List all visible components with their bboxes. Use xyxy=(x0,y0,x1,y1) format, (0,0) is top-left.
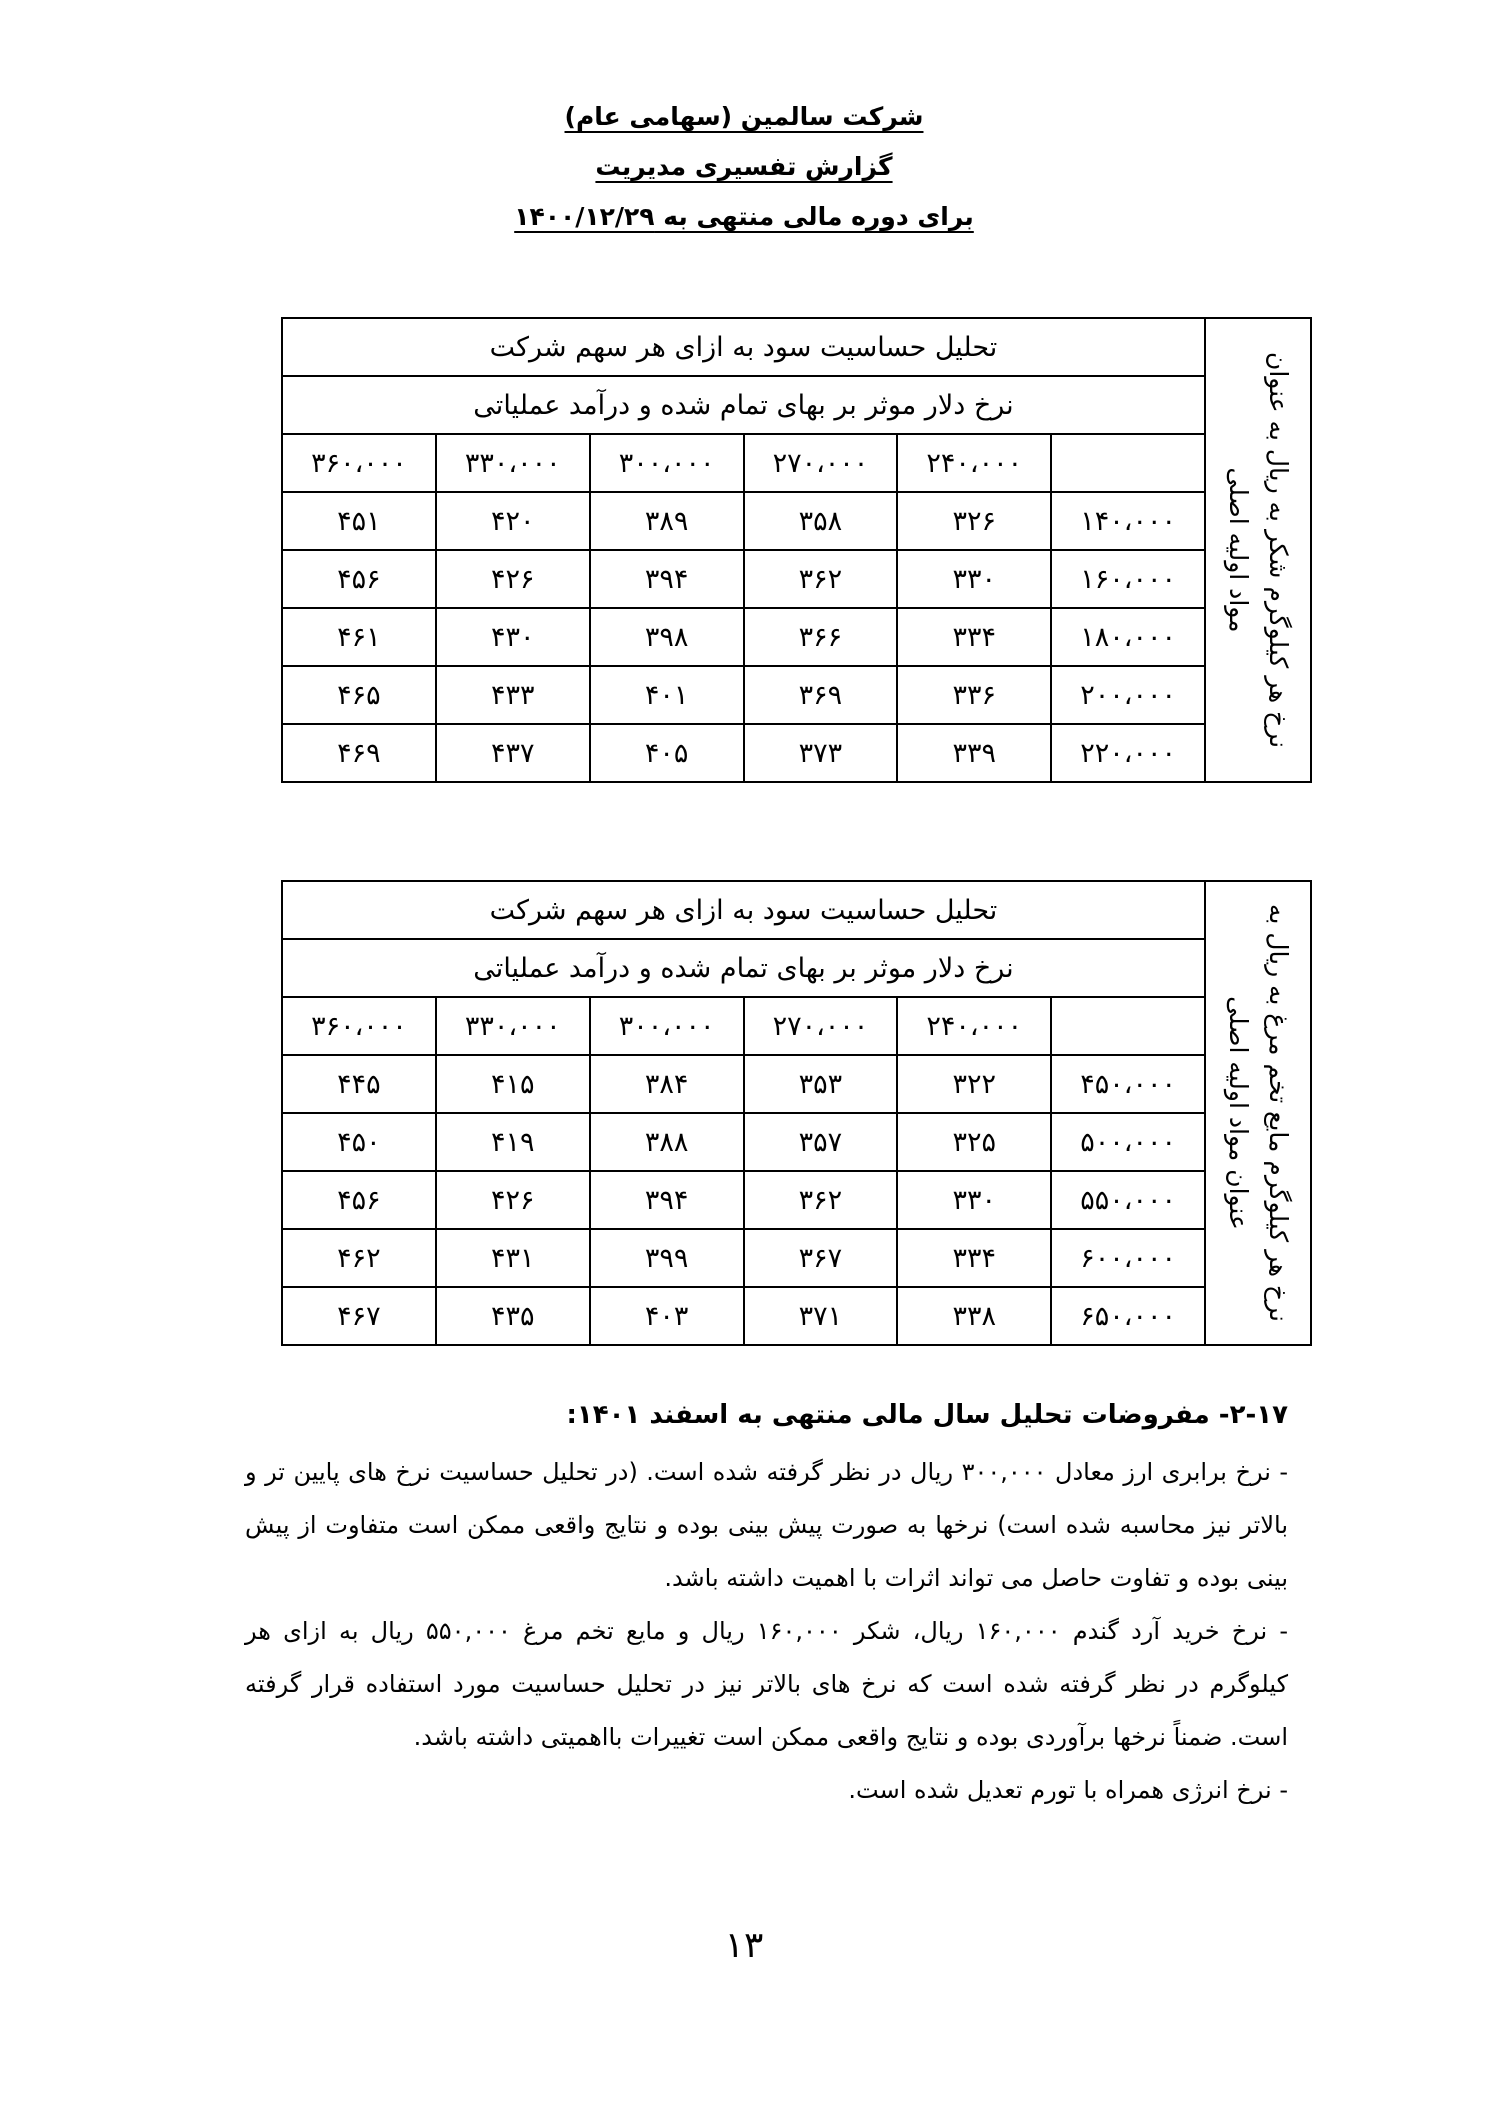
row-label: ۲۲۰،۰۰۰ xyxy=(1051,724,1205,782)
assumption-paragraph: - نرخ خرید آرد گندم ۱۶۰,۰۰۰ ریال، شکر ۱۶۰,۰۰۰ ریال و مایع تخم مرغ ۵۵۰,۰۰۰ ریال به ازای هر کیلوگرم در نظر گرفته شده است که نرخ های بالاتر نیز در تحلیل حساسیت مورد استفاده قرار گرفته است. ضمناً نرخها برآوردی بوده و نتایج واقعی ممکن است تغییرات بااهمیتی داشته باشد. xyxy=(245,1617,1288,1751)
table-cell: ۴۶۲ xyxy=(282,1229,436,1287)
row-label: ۶۰۰،۰۰۰ xyxy=(1051,1229,1205,1287)
table-cell: ۳۵۳ xyxy=(744,1055,898,1113)
table-cell: ۳۸۹ xyxy=(590,492,744,550)
company-name: شرکت سالمین (سهامی عام) xyxy=(564,102,924,131)
row-label: ۵۰۰،۰۰۰ xyxy=(1051,1113,1205,1171)
table-cell: ۴۲۶ xyxy=(436,1171,590,1229)
table-cell: ۳۹۸ xyxy=(590,608,744,666)
table-cell: ۳۳۰ xyxy=(897,1171,1051,1229)
table-cell: ۴۵۰ xyxy=(282,1113,436,1171)
table-side-label-cell xyxy=(1205,881,1311,1345)
table-cell: ۴۶۱ xyxy=(282,608,436,666)
table-cell: ۴۰۵ xyxy=(590,724,744,782)
column-header: ۳۶۰،۰۰۰ xyxy=(282,997,436,1055)
table-side-label-cell xyxy=(1205,318,1311,782)
table-cell: ۳۶۲ xyxy=(744,1171,898,1229)
table-cell: ۳۳۴ xyxy=(897,1229,1051,1287)
table-header-row xyxy=(282,434,1311,492)
row-label: ۱۴۰،۰۰۰ xyxy=(1051,492,1205,550)
row-label: ۱۸۰،۰۰۰ xyxy=(1051,608,1205,666)
row-label: ۴۵۰،۰۰۰ xyxy=(1051,1055,1205,1113)
row-label: ۲۰۰،۰۰۰ xyxy=(1051,666,1205,724)
report-period: برای دوره مالی منتهی به ۱۴۰۰/۱۲/۲۹ xyxy=(514,202,974,231)
table-cell: ۳۳۶ xyxy=(897,666,1051,724)
table-cell: ۳۶۷ xyxy=(744,1229,898,1287)
table-cell: ۳۲۲ xyxy=(897,1055,1051,1113)
table-cell: ۳۸۴ xyxy=(590,1055,744,1113)
table-cell: ۴۰۱ xyxy=(590,666,744,724)
table-cell: ۴۲۶ xyxy=(436,550,590,608)
table-cell: ۳۲۵ xyxy=(897,1113,1051,1171)
sensitivity-table-sugar xyxy=(281,317,1312,783)
column-header: ۲۷۰،۰۰۰ xyxy=(744,434,898,492)
table-side-label: نرخ هر کیلوگرم شکر به ریال به عنوان مواد اولیه اصلی xyxy=(1224,351,1293,749)
table-cell: ۴۰۳ xyxy=(590,1287,744,1345)
table-cell: ۴۱۹ xyxy=(436,1113,590,1171)
report-title: گزارش تفسیری مدیریت xyxy=(595,152,893,181)
table-side-label: نرخ هر کیلوگرم مایع تخم مرغ به ریال به عنوان مواد اولیه اصلی xyxy=(1224,904,1293,1322)
empty-corner-cell xyxy=(1051,997,1205,1055)
column-header: ۳۳۰،۰۰۰ xyxy=(436,434,590,492)
column-header: ۳۶۰،۰۰۰ xyxy=(282,434,436,492)
table-row xyxy=(282,1113,1311,1171)
table-cell: ۳۸۸ xyxy=(590,1113,744,1171)
table-row xyxy=(282,1171,1311,1229)
table-cell: ۴۳۳ xyxy=(436,666,590,724)
table-title: تحلیل حساسیت سود به ازای هر سهم شرکت xyxy=(282,881,1205,939)
table-cell: ۳۶۶ xyxy=(744,608,898,666)
table-cell: ۴۶۵ xyxy=(282,666,436,724)
table-row xyxy=(282,608,1311,666)
table-row xyxy=(282,724,1311,782)
table-cell: ۳۵۷ xyxy=(744,1113,898,1171)
table-cell: ۴۶۷ xyxy=(282,1287,436,1345)
table-cell: ۳۶۲ xyxy=(744,550,898,608)
table-cell: ۳۹۴ xyxy=(590,1171,744,1229)
assumption-paragraph: - نرخ برابری ارز معادل ۳۰۰,۰۰۰ ریال در نظر گرفته شده است. (در تحلیل حساسیت نرخ های پایین تر و بالاتر نیز محاسبه شده است) نرخها به صورت پیش بینی بوده و نتایج واقعی ممکن است متفاوت از پیش بینی بوده و تفاوت حاصل می تواند اثرات با اهمیت داشته باشد. xyxy=(245,1458,1289,1592)
table-title: تحلیل حساسیت سود به ازای هر سهم شرکت xyxy=(282,318,1205,376)
table-cell: ۳۶۹ xyxy=(744,666,898,724)
table-cell: ۴۴۵ xyxy=(282,1055,436,1113)
column-header: ۲۷۰،۰۰۰ xyxy=(744,997,898,1055)
empty-corner-cell xyxy=(1051,434,1205,492)
row-label: ۵۵۰،۰۰۰ xyxy=(1051,1171,1205,1229)
table-subtitle: نرخ دلار موثر بر بهای تمام شده و درآمد عملیاتی xyxy=(282,939,1205,997)
column-header: ۳۰۰،۰۰۰ xyxy=(590,997,744,1055)
table-row xyxy=(282,666,1311,724)
table-cell: ۳۵۸ xyxy=(744,492,898,550)
table-cell: ۳۳۰ xyxy=(897,550,1051,608)
table-cell: ۴۲۰ xyxy=(436,492,590,550)
section-heading: ۲-۱۷- مفروضات تحلیل سال مالی منتهی به اسفند ۱۴۰۱: xyxy=(566,1400,1288,1430)
table-cell: ۳۳۸ xyxy=(897,1287,1051,1345)
page-header xyxy=(0,92,1488,242)
sensitivity-table-egg xyxy=(281,880,1312,1346)
table-subtitle: نرخ دلار موثر بر بهای تمام شده و درآمد عملیاتی xyxy=(282,376,1205,434)
column-header: ۳۰۰،۰۰۰ xyxy=(590,434,744,492)
table-cell: ۳۷۱ xyxy=(744,1287,898,1345)
table-cell: ۳۹۴ xyxy=(590,550,744,608)
table-cell: ۴۳۷ xyxy=(436,724,590,782)
table-row xyxy=(282,550,1311,608)
table-cell: ۳۷۳ xyxy=(744,724,898,782)
table-cell: ۳۹۹ xyxy=(590,1229,744,1287)
table-cell: ۴۳۱ xyxy=(436,1229,590,1287)
table-cell: ۴۶۹ xyxy=(282,724,436,782)
assumption-paragraph: - نرخ انرژی همراه با تورم تعدیل شده است. xyxy=(848,1776,1288,1804)
row-label: ۶۵۰،۰۰۰ xyxy=(1051,1287,1205,1345)
table-cell: ۴۳۰ xyxy=(436,608,590,666)
assumptions-section xyxy=(245,1390,1288,1817)
table-header-row xyxy=(282,997,1311,1055)
table-cell: ۴۵۱ xyxy=(282,492,436,550)
table-cell: ۴۵۶ xyxy=(282,550,436,608)
column-header: ۳۳۰،۰۰۰ xyxy=(436,997,590,1055)
table-cell: ۳۲۶ xyxy=(897,492,1051,550)
column-header: ۲۴۰،۰۰۰ xyxy=(897,997,1051,1055)
table-cell: ۳۳۹ xyxy=(897,724,1051,782)
table-row xyxy=(282,492,1311,550)
column-header: ۲۴۰،۰۰۰ xyxy=(897,434,1051,492)
table-cell: ۴۱۵ xyxy=(436,1055,590,1113)
table-row xyxy=(282,1229,1311,1287)
table-cell: ۳۳۴ xyxy=(897,608,1051,666)
row-label: ۱۶۰،۰۰۰ xyxy=(1051,550,1205,608)
table-row xyxy=(282,1287,1311,1345)
page-number: ۱۳ xyxy=(724,1925,764,1966)
table-cell: ۴۳۵ xyxy=(436,1287,590,1345)
table-row xyxy=(282,1055,1311,1113)
table-cell: ۴۵۶ xyxy=(282,1171,436,1229)
